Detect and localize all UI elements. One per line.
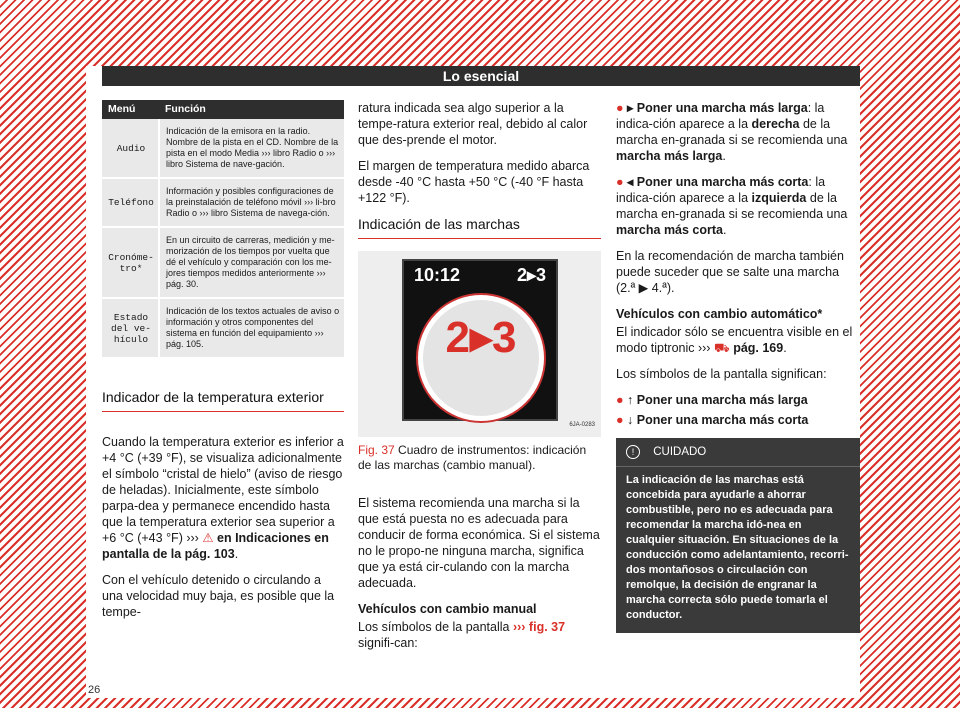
caution-text: La indicación de las marchas está concebida para ayudarle a ahorrar combustible, pero no es adecuada para recomendar la marcha idó-nea en cualquier situación. En situaciones de la conducción como adelantamiento, recorri-dos montañosos o circulación con remolque, la decisión de engranar la marcha correcta sólo puede tomarla el conductor. bbox=[626, 474, 849, 621]
text: de la marcha en-granada si se recomienda una bbox=[616, 117, 848, 147]
caution-header bbox=[616, 438, 860, 467]
manual-heading: Vehículos con cambio manual bbox=[358, 602, 537, 616]
bullet-down bbox=[616, 412, 860, 428]
text: ↑ Poner una marcha más larga bbox=[627, 393, 808, 407]
col2-paragraph-3: El sistema recomienda una marcha si la que está puesta no es adecuada para conducir de forma económica. Si el sistema no le propo-ne ninguna marcha, significa que ya está cir-culando con la marcha adecuada. bbox=[358, 496, 600, 590]
section-title-gears: Indicación de las marchas bbox=[358, 216, 601, 239]
bullet-up bbox=[616, 392, 860, 408]
bullet-icon: ● bbox=[616, 393, 624, 407]
text: derecha bbox=[751, 117, 800, 131]
screen-gear: 2▸3 bbox=[516, 265, 546, 285]
bullet-icon: ● bbox=[616, 101, 624, 115]
fig-link[interactable]: ››› fig. 37 bbox=[512, 620, 566, 634]
table-row bbox=[102, 298, 344, 358]
text: izquierda bbox=[751, 191, 807, 205]
col3-paragraph-3: Los símbolos de la pantalla significan: bbox=[616, 367, 827, 381]
caution-title: CUIDADO bbox=[653, 446, 707, 458]
auto-heading: Vehículos con cambio automático* bbox=[616, 307, 823, 321]
temp-link[interactable]: en Indicaciones en pantalla de la pág. 103 bbox=[102, 531, 329, 561]
col2-paragraph-2: El margen de temperatura medido abarca desde -40 °C hasta +50 °C (-40 °F hasta +122 °F). bbox=[358, 159, 590, 205]
menu-table bbox=[102, 100, 344, 359]
col-function-header: Función bbox=[159, 100, 344, 119]
screen-time: 10:12 bbox=[414, 265, 461, 285]
col3-paragraph-1: En la recomendación de marcha también puede suceder que se salte una marcha (2.ª ▶ 4.ª). bbox=[616, 249, 844, 295]
text: marcha más larga bbox=[616, 149, 723, 163]
page bbox=[86, 66, 860, 698]
text: de la marcha en-granada si se recomienda una bbox=[616, 191, 848, 221]
figure-caption-text: Cuadro de instrumentos: indicación de las marchas (cambio manual). bbox=[358, 443, 587, 472]
figure-code: 6JA-0283 bbox=[569, 422, 595, 428]
table-row bbox=[102, 178, 344, 227]
column-middle bbox=[358, 100, 601, 661]
table-row bbox=[102, 119, 344, 178]
warning-icon: ⚠ bbox=[202, 531, 214, 545]
function-cell: Indicación de los textos actuales de aviso o información y otros componentes del sistema en función del equipamiento ››› pág. 105. bbox=[159, 298, 344, 358]
caution-box bbox=[616, 438, 860, 633]
function-cell: En un circuito de carreras, medición y me-morización de los tiempos por vuelta que dé el vehículo y comparación con los me-jores tiempos medidos anteriormente ››› pág. 30. bbox=[159, 227, 344, 298]
text: : la indica-ción aparece a la bbox=[616, 175, 826, 205]
page-header: Lo esencial bbox=[102, 66, 860, 86]
text: marcha más corta bbox=[616, 223, 724, 237]
column-right bbox=[616, 100, 860, 633]
table-row bbox=[102, 227, 344, 298]
page-link[interactable]: pág. 169 bbox=[733, 341, 784, 355]
text: Los símbolos de la pantalla bbox=[358, 620, 510, 634]
function-cell: Indicación de la emisora en la radio. Nombre de la pista en el CD. Nombre de la pista en el modo Media ››› libro Radio o ››› libro Sistema de nave-gación. bbox=[159, 119, 344, 178]
col2-paragraph-4 bbox=[358, 619, 601, 651]
zoom-bubble-inner bbox=[423, 300, 539, 416]
figure-gear-display bbox=[358, 251, 601, 437]
text: : la indica-ción aparece a la bbox=[616, 101, 825, 131]
menu-cell: Cronóme-tro* bbox=[102, 227, 159, 298]
menu-cell: Audio bbox=[102, 119, 159, 178]
menu-cell: Estado del ve-hículo bbox=[102, 298, 159, 358]
col-menu-header: Menú bbox=[102, 100, 159, 119]
temp-paragraph-1: Cuando la temperatura exterior es inferior a +4 °C (+39 °F), se visualiza adicionalmente el símbolo “cristal de hielo” (aviso de riesgo de heladas). Inicialmente, este símbolo parpa-dea y permanece encendido hasta que la temperatura exterior sea superior a +6 °C (+43 °F) ››› ⚠ en Indicaciones en pantalla de la pág. 103. bbox=[102, 435, 344, 561]
function-cell: Información y posibles configuraciones de la preinstalación de teléfono móvil ››› li-bro Radio o ››› libro Sistema de navega-ción. bbox=[159, 178, 344, 227]
section-title-temperature: Indicador de la temperatura exterior bbox=[102, 389, 344, 412]
figure-caption bbox=[358, 443, 601, 473]
bullet-icon: ● bbox=[616, 175, 624, 189]
temp-text: Cuando la temperatura exterior es inferior a +4 °C (+39 °F), se visualiza adicionalmente el símbolo “cristal de hielo” (aviso de riesgo de heladas). Inicialmente, este símbolo parpa-dea y permanece encendido hasta que la temperatura exterior sea superior a +6 °C (+43 °F) ››› bbox=[102, 435, 344, 545]
figure-label: Fig. 37 bbox=[358, 443, 395, 457]
col2-paragraph-1: ratura indicada sea algo superior a la tempe-ratura exterior real, debido al calor que des-prende el motor. bbox=[358, 101, 588, 147]
text: El indicador sólo se encuentra visible en el modo tiptronic ››› bbox=[616, 325, 853, 355]
bullet-lead: ▸ Poner una marcha más larga bbox=[627, 101, 808, 115]
car-icon: ⛟ bbox=[713, 341, 730, 355]
bullet-icon: ● bbox=[616, 413, 624, 427]
info-icon: ! bbox=[626, 445, 640, 459]
zoom-bubble bbox=[416, 293, 546, 423]
text: ↓ Poner una marcha más corta bbox=[627, 413, 809, 427]
column-left bbox=[102, 100, 344, 630]
bullet-shorter-gear: ● ◂ Poner una marcha más corta: la indica-ción aparece a la izquierda de la marcha en-granada si se recomienda una marcha más corta. bbox=[616, 175, 848, 237]
bullet-longer-gear: ● ▸ Poner una marcha más larga: la indica-ción aparece a la derecha de la marcha en-granada si se recomienda una marcha más larga. bbox=[616, 101, 848, 163]
page-number: 26 bbox=[88, 684, 101, 696]
menu-cell: Teléfono bbox=[102, 178, 159, 227]
col3-paragraph-2: El indicador sólo se encuentra visible en el modo tiptronic ››› ⛟ pág. 169. bbox=[616, 325, 853, 355]
text: signifi-can: bbox=[358, 636, 418, 650]
temp-paragraph-2: Con el vehículo detenido o circulando a una velocidad muy baja, es posible que la tempe- bbox=[102, 573, 335, 619]
gear-recommendation: 2▸3 bbox=[445, 313, 517, 362]
bullet-lead: ◂ Poner una marcha más corta bbox=[627, 175, 809, 189]
